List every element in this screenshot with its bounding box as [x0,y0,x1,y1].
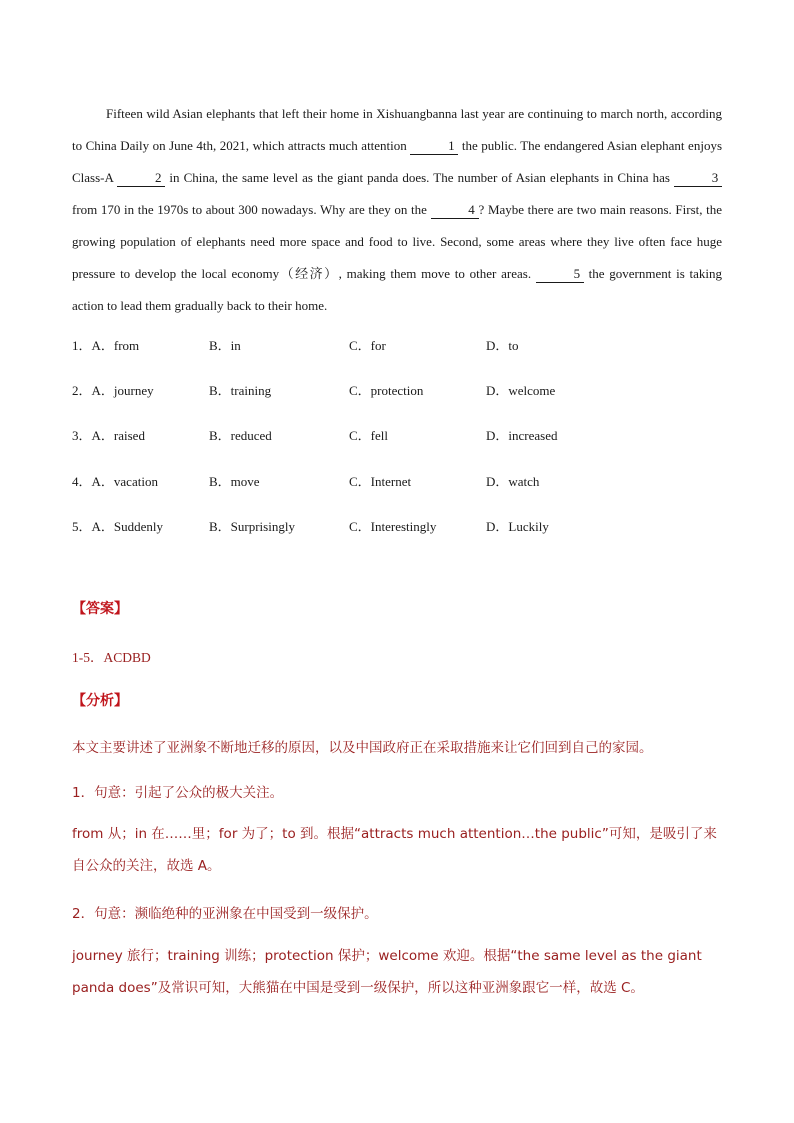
question-number: 2． [72,383,92,399]
question-number: 4． [72,473,92,489]
question-number: 1． [72,338,92,353]
option-a: 4．A．vacation [72,473,158,489]
blank-4: 4 [431,202,479,219]
question-row-5 [72,512,722,557]
question-number: 5． [72,518,92,534]
passage-text: ? Maybe there are two main reasons. First, the growing population of elephants need more space and food to live. Second, some areas where they live often face huge pressure to develop the local economy（经济）, making them move to other areas. [72,202,722,281]
option-d: D．Luckily [486,518,549,534]
option-c: C．Internet [349,473,412,489]
option-d: D．watch [486,473,540,489]
passage-text: Fifteen wild Asian elephants that left their home in Xishuangbanna last year are continuing to march north, according to China Daily on June 4th, 2021, which attracts much attention [72,106,722,153]
option-b: B．Surprisingly [209,518,295,534]
option-c: C．Interestingly [349,518,437,534]
passage-text: in China, the same level as the giant panda does. The number of Asian elephants in China has [169,170,670,185]
blank-1: 1 [410,138,458,155]
option-c: C．for [349,338,386,353]
question-row-1 [72,331,722,376]
analysis-summary: 本文主要讲述了亚洲象不断地迁移的原因，以及中国政府正在采取措施来让它们回到自己的家园。 [72,740,653,756]
passage-paragraph [72,98,722,322]
option-a: 5．A．Suddenly [72,518,164,534]
question-row-2 [72,376,722,421]
option-b: B．in [209,338,241,353]
passage-text: from 170 in the 1970s to about 300 nowadays. Why are they on the [72,202,427,217]
passage-text: the government is taking action to lead them gradually back to their home. [72,266,723,313]
question-options [72,331,722,557]
answer-heading: 【答案】 [72,601,128,617]
cloze-passage [72,98,722,322]
option-d: D．to [486,338,519,353]
question-number: 3． [72,428,92,444]
q2-explanation: journey 旅行；training 训练；protection 保护；welcome 欢迎。根据“the same level as the giant panda does”及常识可知，大熊猫在中国是受到一级保护，所以这种亚洲象跟它一样，故选 C。 [72,948,702,996]
q1-explanation: from 从；in 在……里；for 为了；to 到。根据“attracts much attention…the public”可知，是吸引了来自公众的关注，故选 A。 [72,826,717,874]
question-row-4 [72,467,722,512]
option-a: 2．A．journey [72,383,154,399]
blank-3: 3 [674,170,722,187]
option-a: 1．A．from [72,338,140,353]
passage-text: the public. The endangered Asian elephant enjoys Class-A [72,138,722,185]
option-d: D．welcome [486,383,556,399]
option-c: C．protection [349,383,424,399]
blank-2: 2 [117,170,165,187]
option-b: B．move [209,473,260,489]
analysis-heading: 【分析】 [72,693,128,709]
option-a: 3．A．raised [72,428,145,444]
option-b: B．reduced [209,428,272,444]
answer-key: 1-5．ACDBD [72,650,151,665]
option-d: D．increased [486,428,558,444]
option-b: B．training [209,383,272,399]
blank-5: 5 [536,266,584,283]
q1-translation: 1．句意：引起了公众的极大关注。 [72,785,284,801]
question-row-3 [72,421,722,466]
option-c: C．fell [349,428,388,444]
q2-translation: 2．句意：濒临绝种的亚洲象在中国受到一级保护。 [72,906,378,922]
